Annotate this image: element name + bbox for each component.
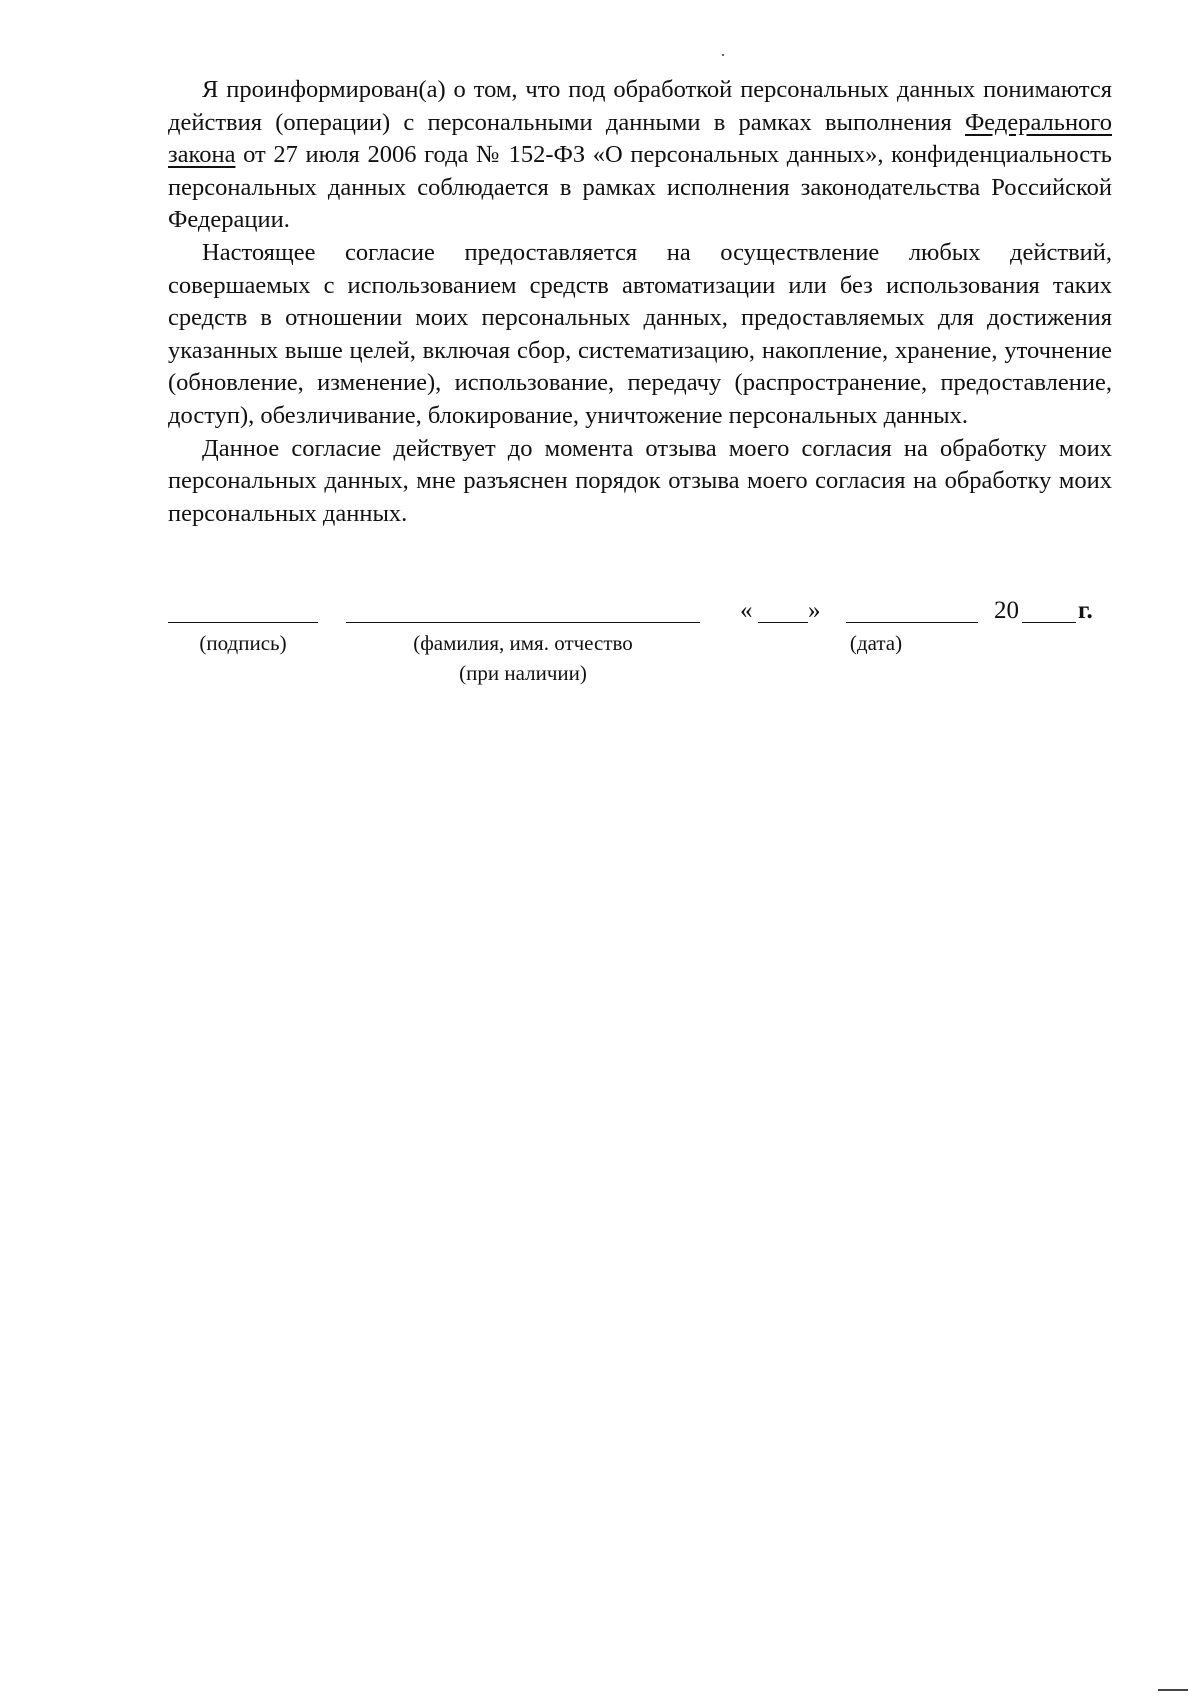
- day-close-quote: »: [808, 597, 821, 624]
- full-name-blank[interactable]: [346, 622, 700, 623]
- paragraph-processing-definition: [168, 74, 1112, 237]
- signature-blank[interactable]: [168, 622, 318, 623]
- date-caption: (дата): [849, 631, 903, 655]
- scan-edge-mark: [1158, 1689, 1188, 1691]
- signature-caption: (подпись): [199, 631, 287, 655]
- paragraph-consent-scope: Настоящее согласие предоставляется на осуществление любых действий, совершаемых с использованием средств автоматизации или без использования таких средств в отношении моих персональных данных, предоставляемых для достижения указанных выше целей, включая сбор, систематизацию, накопление, хранение, уточнение (обновление, изменение), использование, передачу (распространение, предоставление, доступ), обезличивание, блокирование, уничтожение персональных данных.: [168, 238, 1112, 429]
- paragraph1-text-start: Я проинформирован(а) о том, что под обработкой персональных данных понимаются действия (операции) с персональными данными в рамках выполнения: [168, 76, 1112, 136]
- full-name-caption: (фамилия, имя. отчество: [413, 631, 633, 655]
- day-open-quote: «: [740, 597, 753, 624]
- year-blank[interactable]: [1022, 622, 1076, 623]
- year-suffix: г.: [1078, 597, 1093, 624]
- federal-law-link[interactable]: Федерального закона: [168, 108, 1112, 169]
- scan-speck: [722, 54, 724, 56]
- consent-text: [168, 74, 1112, 530]
- day-blank[interactable]: [758, 622, 808, 623]
- full-name-caption-note: (при наличии): [459, 661, 587, 685]
- paragraph-consent-validity: Данное согласие действует до момента отзыва моего согласия на обработку моих персональных данных, мне разъяснен порядок отзыва моего согласия на обработку моих персональных данных.: [168, 434, 1112, 527]
- paragraph1-text-end: от 27 июля 2006 года № 152-ФЗ «О персональных данных», конфиденциальность персональных данных соблюдается в рамках исполнения законодательства Российской Федерации.: [168, 141, 1112, 234]
- year-prefix: 20: [994, 597, 1019, 624]
- month-blank[interactable]: [846, 622, 978, 623]
